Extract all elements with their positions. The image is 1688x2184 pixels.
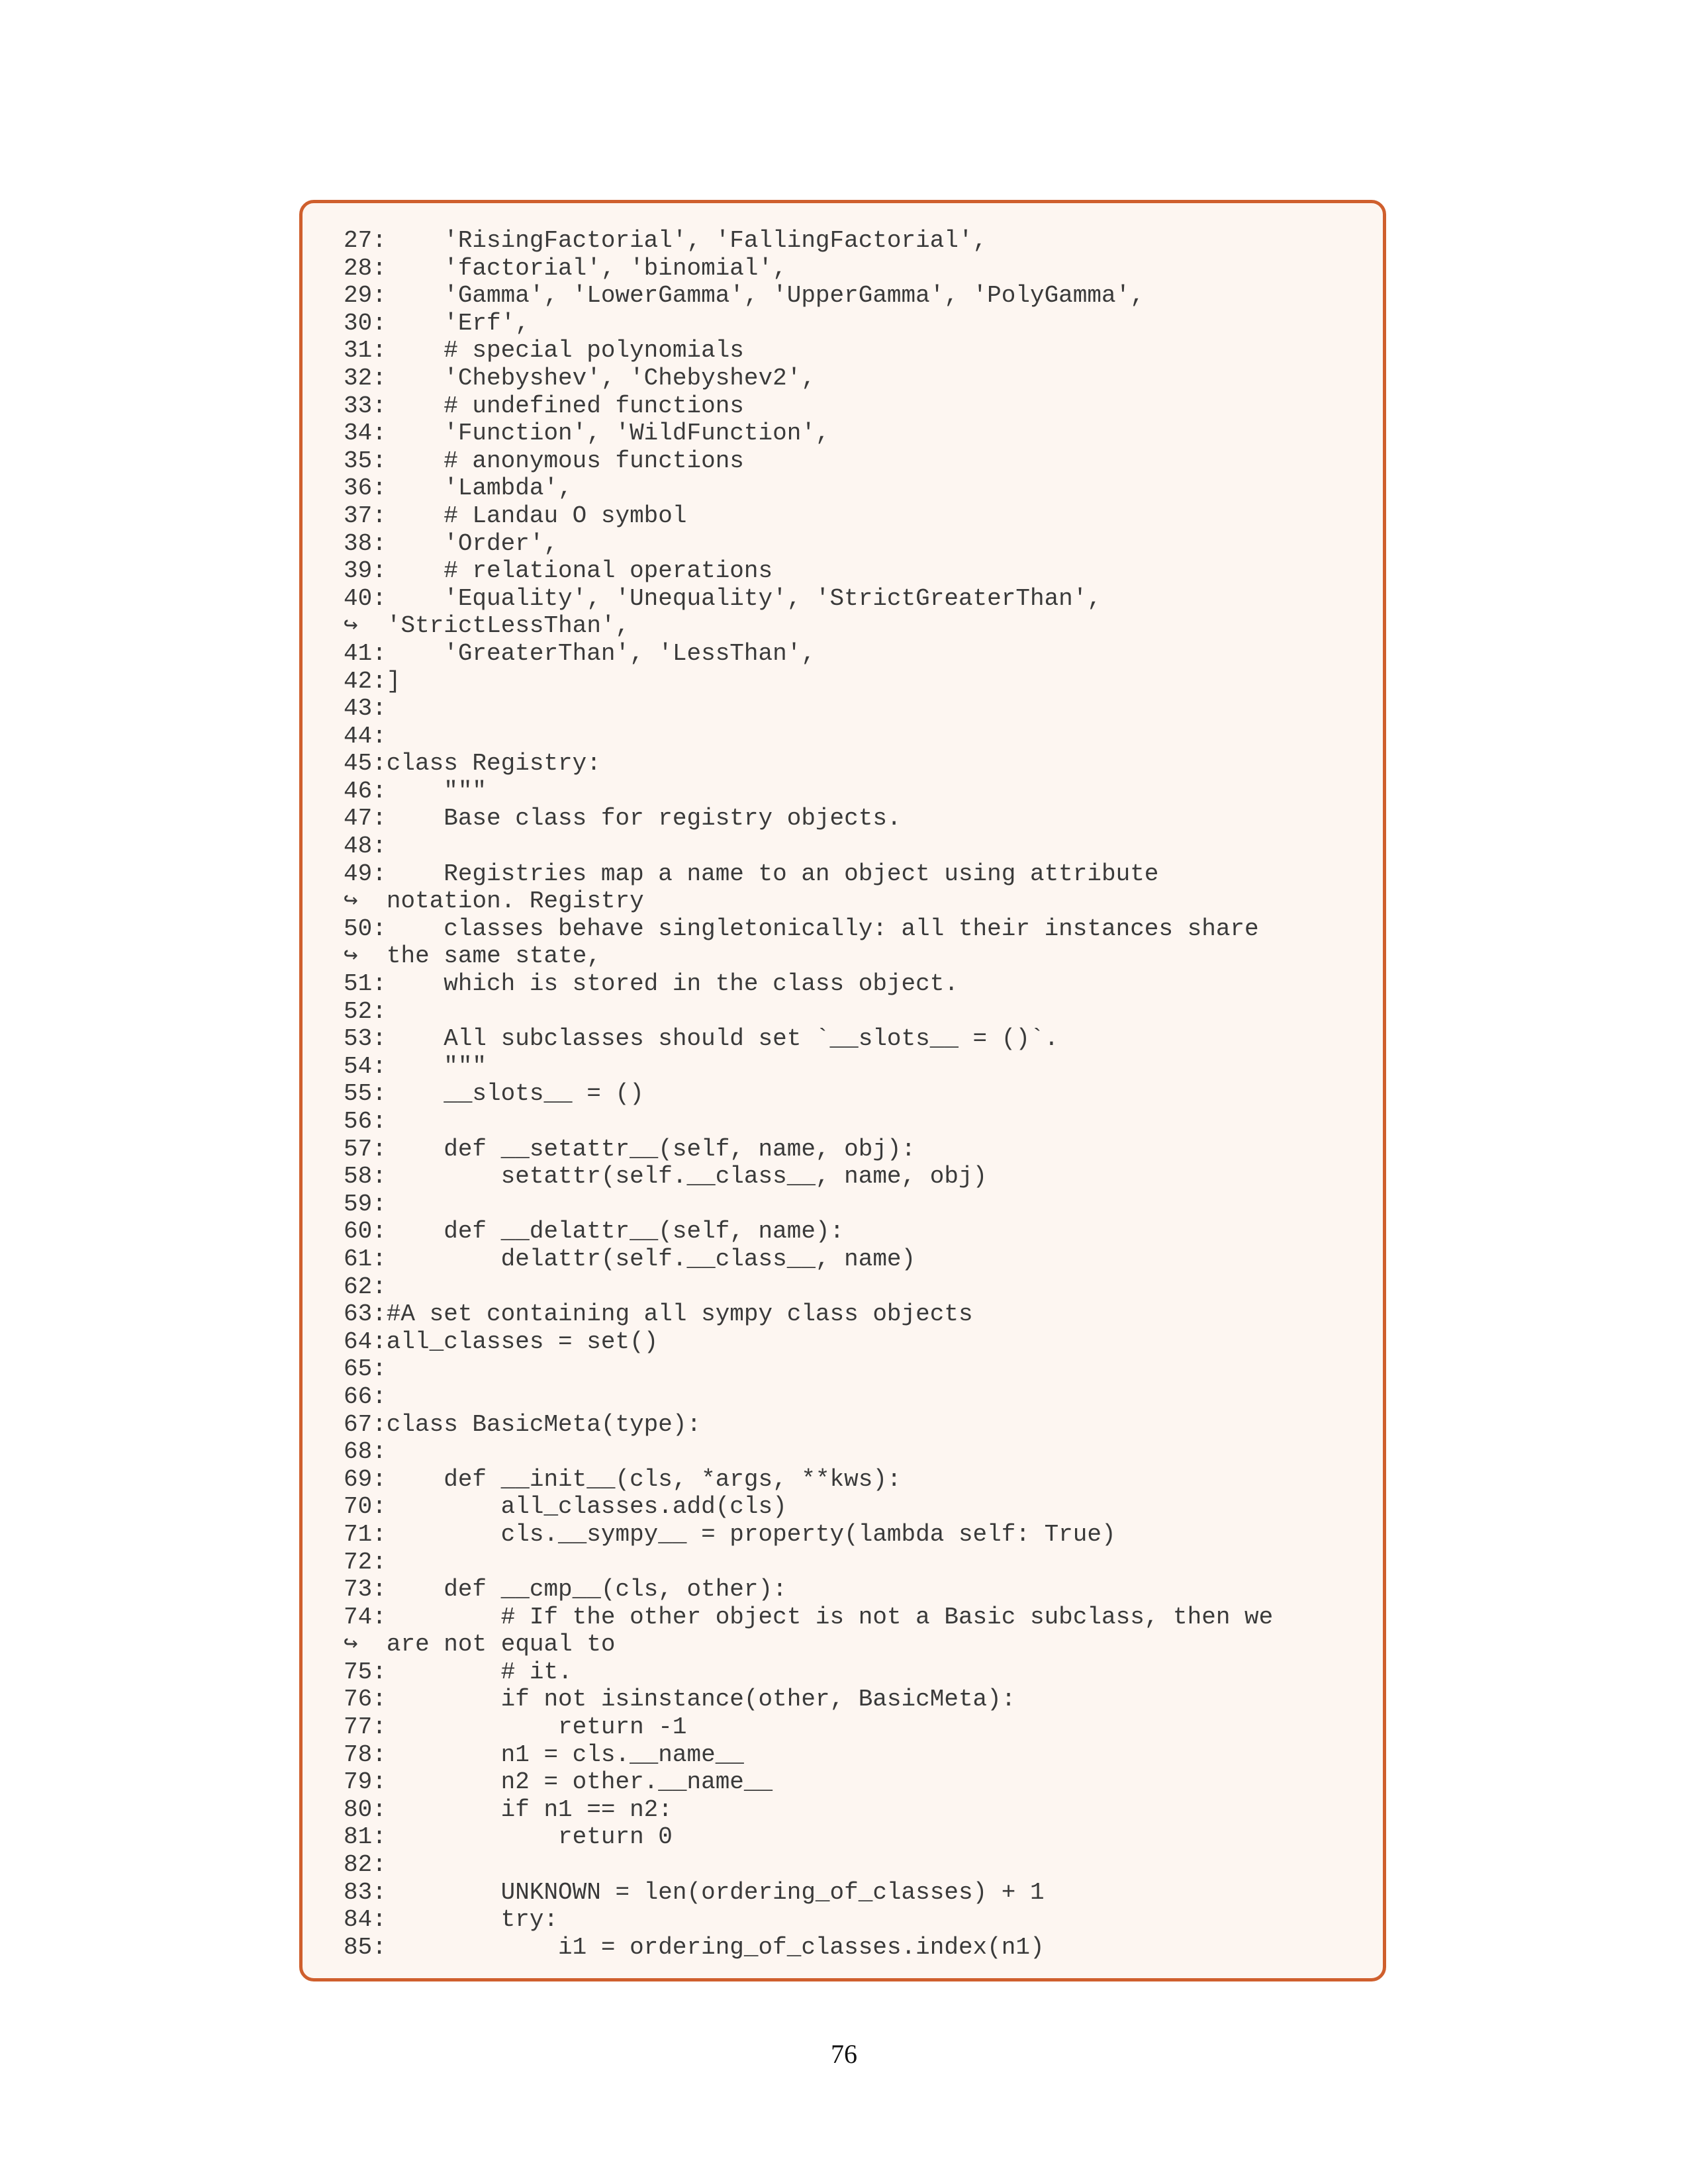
code-line: 50: classes behave singletonically: all their instances share xyxy=(344,915,1259,942)
code-listing xyxy=(344,227,1273,1961)
code-line: ↪ notation. Registry xyxy=(344,887,644,915)
code-line: 80: if n1 == n2: xyxy=(344,1796,673,1823)
code-line: 75: # it. xyxy=(344,1658,573,1686)
code-line: 38: 'Order', xyxy=(344,529,559,557)
code-line: 85: i1 = ordering_of_classes.index(n1) xyxy=(344,1933,1045,1961)
code-line: 37: # Landau O symbol xyxy=(344,502,687,529)
code-line: 57: def __setattr__(self, name, obj): xyxy=(344,1135,916,1163)
code-line: 54: """ xyxy=(344,1052,487,1080)
code-line: 62: xyxy=(344,1273,387,1300)
code-line: 46: """ xyxy=(344,777,487,805)
code-line: 63:#A set containing all sympy class objects xyxy=(344,1300,973,1328)
code-line: 81: return 0 xyxy=(344,1823,673,1851)
code-line: 70: all_classes.add(cls) xyxy=(344,1493,787,1521)
code-line: 74: # If the other object is not a Basic subclass, then we xyxy=(344,1603,1274,1631)
code-line: 32: 'Chebyshev', 'Chebyshev2', xyxy=(344,364,816,392)
code-line: 48: xyxy=(344,833,387,860)
code-line: 79: n2 = other.__name__ xyxy=(344,1768,773,1796)
code-line: 71: cls.__sympy__ = property(lambda self: True) xyxy=(344,1520,1116,1548)
code-line: 35: # anonymous functions xyxy=(344,447,744,475)
code-line: 27: 'RisingFactorial', 'FallingFactorial', xyxy=(344,227,988,254)
code-line: 64:all_classes = set() xyxy=(344,1328,659,1355)
code-line: 78: n1 = cls.__name__ xyxy=(344,1741,744,1768)
code-line: ↪ 'StrictLessThan', xyxy=(344,612,630,640)
code-line: 73: def __cmp__(cls, other): xyxy=(344,1576,787,1604)
code-line: 53: All subclasses should set `__slots__ = ()`. xyxy=(344,1025,1059,1053)
code-line: 31: # special polynomials xyxy=(344,337,744,365)
code-line: 29: 'Gamma', 'LowerGamma', 'UpperGamma', 'PolyGamma', xyxy=(344,282,1145,310)
code-line: 69: def __init__(cls, *args, **kws): xyxy=(344,1465,902,1493)
code-line: ↪ are not equal to xyxy=(344,1631,616,1659)
code-line: 30: 'Erf', xyxy=(344,309,530,337)
code-line: 84: try: xyxy=(344,1906,559,1934)
code-line: 77: return -1 xyxy=(344,1713,687,1741)
code-line: 40: 'Equality', 'Unequality', 'StrictGreaterThan', xyxy=(344,584,1102,612)
code-line: 36: 'Lambda', xyxy=(344,475,573,502)
page-number: 76 xyxy=(831,2039,857,2069)
code-line: 42:] xyxy=(344,667,401,695)
code-line: 47: Base class for registry objects. xyxy=(344,805,902,833)
code-line: 60: def __delattr__(self, name): xyxy=(344,1218,845,1246)
code-line: 65: xyxy=(344,1355,387,1383)
code-line: 39: # relational operations xyxy=(344,557,773,585)
code-line: 72: xyxy=(344,1548,387,1576)
code-line: 34: 'Function', 'WildFunction', xyxy=(344,420,830,447)
code-line: 33: # undefined functions xyxy=(344,392,744,420)
code-line: 83: UNKNOWN = len(ordering_of_classes) + 1 xyxy=(344,1878,1045,1906)
code-line: 49: Registries map a name to an object using attribute xyxy=(344,860,1159,887)
code-line: 55: __slots__ = () xyxy=(344,1080,644,1108)
code-line: 28: 'factorial', 'binomial', xyxy=(344,254,787,282)
code-line: 52: xyxy=(344,997,387,1025)
code-listing-box xyxy=(299,200,1386,1981)
code-line: 76: if not isinstance(other, BasicMeta): xyxy=(344,1686,1016,1713)
code-line: 68: xyxy=(344,1438,387,1466)
code-line: 41: 'GreaterThan', 'LessThan', xyxy=(344,639,816,667)
code-line: 51: which is stored in the class object. xyxy=(344,970,959,998)
code-line: 58: setattr(self.__class__, name, obj) xyxy=(344,1163,988,1191)
code-line: 44: xyxy=(344,722,387,750)
code-line: ↪ the same state, xyxy=(344,942,601,970)
code-line: 59: xyxy=(344,1190,387,1218)
code-line: 82: xyxy=(344,1851,387,1879)
code-line: 43: xyxy=(344,695,387,723)
code-line: 56: xyxy=(344,1108,387,1135)
code-line: 67:class BasicMeta(type): xyxy=(344,1410,702,1438)
code-line: 66: xyxy=(344,1383,387,1410)
code-line: 61: delattr(self.__class__, name) xyxy=(344,1245,916,1273)
code-line: 45:class Registry: xyxy=(344,750,601,778)
